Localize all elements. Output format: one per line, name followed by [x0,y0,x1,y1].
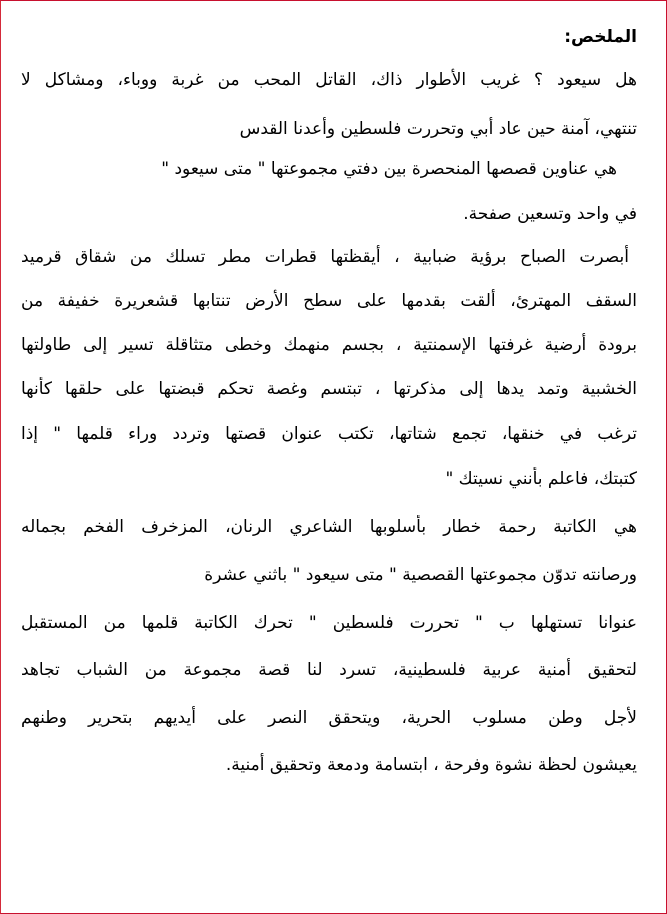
text-line-12: ورصانته تدوّن مجموعتها القصصية " متى سيعود " باثني عشرة [204,565,637,585]
text-line-15: لأجل وطن مسلوب الحرية، ويتحقق النصر على أيديهم بتحرير وطنهم [21,708,637,728]
text-line-1: هل سيعود ؟ غريب الأطوار ذاك، القاتل المحب من غربة ووباء، ومشاكل لا [21,70,637,90]
text-line-9: ترغب في خنقها، تجمع شتاتها، تكتب عنوان قصتها وتردد وراء قلمها " إذا [21,424,637,444]
text-line-2: تنتهي، آمنة حين عاد أبي وتحررت فلسطين وأعدنا القدس [239,119,637,139]
text-line-16: يعيشون لحظة نشوة وفرحة ، ابتسامة ودمعة وتحقيق أمنية. [225,755,637,775]
text-line-4: في واحد وتسعين صفحة. [463,204,637,224]
text-line-14: لتحقيق أمنية عربية فلسطينية، تسرد لنا قصة مجموعة من الشباب تجاهد [21,660,637,680]
summary-heading: الملخص: [564,27,637,47]
text-line-11: هي الكاتبة رحمة خطار بأسلوبها الشاعري الرنان، المزخرف الفخم بجماله [21,517,637,537]
text-line-10: كتبتك، فاعلم بأنني نسيتك " [445,469,637,489]
text-line-8: الخشبية وتمد يدها إلى مذكرتها ، تبتسم وغصة تحكم قبضتها على حلقها كأنها [21,379,637,399]
text-line-3: هي عناوين قصصها المنحصرة بين دفتي مجموعتها " متى سيعود " [161,159,617,179]
text-line-6: السقف المهترئ، ألقت بقدمها على سطح الأرض تنتابها قشعريرة خفيفة من [21,291,637,311]
text-line-7: برودة أرضية غرفتها الإسمنتية ، بجسم منهمك وخطى متثاقلة تسير إلى طاولتها [21,335,637,355]
text-line-5: أبصرت الصباح برؤية ضبابية ، أيقظتها قطرات مطر تسلك من شقاق قرميد [21,247,629,267]
text-line-13: عنوانا تستهلها ب " تحررت فلسطين " تحرك الكاتبة قلمها من المستقبل [21,613,637,633]
